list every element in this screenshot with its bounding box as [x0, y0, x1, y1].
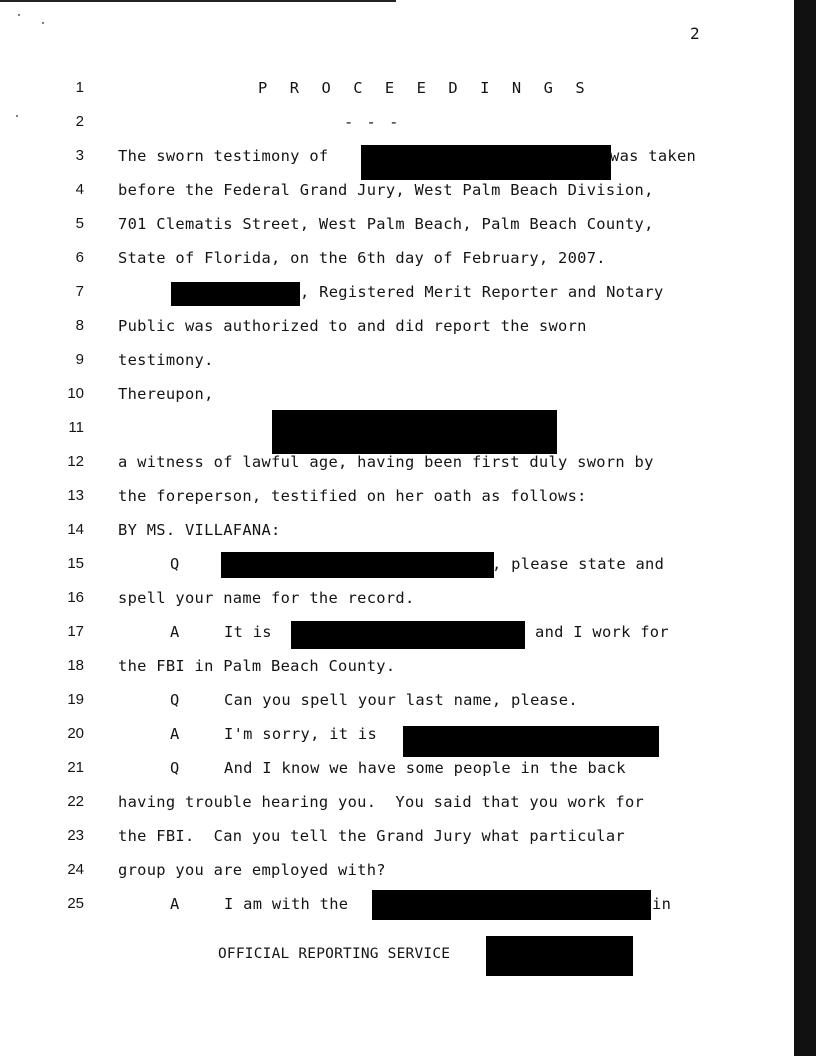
line-number: 17	[67, 623, 84, 640]
scan-speck	[18, 14, 20, 16]
proceedings-heading: P R O C E E D I N G S	[258, 79, 592, 97]
footer-reporting-service: OFFICIAL REPORTING SERVICE	[218, 946, 451, 962]
transcript-line: was taken	[610, 147, 697, 165]
line-number: 14	[67, 521, 84, 538]
line-number: 11	[68, 419, 84, 436]
transcript-line: State of Florida, on the 6th day of February, 2007.	[118, 249, 606, 267]
transcript-line: Public was authorized to and did report the sworn	[118, 317, 587, 335]
scan-speck	[16, 115, 18, 117]
transcript-line: the foreperson, testified on her oath as follows:	[118, 487, 587, 505]
line-number: 13	[67, 487, 84, 504]
line-number: 7	[75, 283, 84, 300]
line-number: 3	[75, 147, 84, 164]
line-number: 5	[75, 215, 84, 232]
transcript-line: It is	[224, 623, 272, 641]
answer-marker: A	[170, 895, 180, 913]
transcript-line: , please state and	[492, 555, 665, 573]
redaction-block	[171, 282, 300, 306]
page-number: 2	[690, 24, 700, 43]
line-number: 1	[75, 79, 84, 96]
scan-top-edge	[0, 0, 396, 2]
transcript-line: the FBI. Can you tell the Grand Jury what particular	[118, 827, 625, 845]
line-number: 12	[67, 453, 84, 470]
redaction-block	[361, 145, 611, 180]
transcript-line: Can you spell your last name, please.	[224, 691, 578, 709]
transcript-line: a witness of lawful age, having been first duly sworn by	[118, 453, 654, 471]
line-number: 21	[67, 759, 84, 776]
transcript-line: I'm sorry, it is	[224, 725, 378, 743]
answer-marker: A	[170, 623, 180, 641]
line-number: 23	[67, 827, 84, 844]
redaction-block	[403, 726, 659, 757]
question-marker: Q	[170, 759, 180, 777]
line-number: 24	[67, 861, 84, 878]
transcript-line: spell your name for the record.	[118, 589, 415, 607]
transcript-line: group you are employed with?	[118, 861, 386, 879]
transcript-line: , Registered Merit Reporter and Notary	[300, 283, 664, 301]
transcript-line: And I know we have some people in the back	[224, 759, 626, 777]
line-number: 20	[67, 725, 84, 742]
separator-dashes: - - -	[344, 113, 401, 131]
transcript-line: having trouble hearing you. You said that you work for	[118, 793, 645, 811]
answer-marker: A	[170, 725, 180, 743]
line-number: 9	[75, 351, 84, 368]
redaction-block	[486, 936, 633, 976]
transcript-line: testimony.	[118, 351, 214, 369]
redaction-block	[372, 890, 651, 920]
line-number: 6	[75, 249, 84, 266]
transcript-line: and I work for	[535, 623, 669, 641]
transcript-line: The sworn testimony of	[118, 147, 329, 165]
transcript-line: 701 Clematis Street, West Palm Beach, Palm Beach County,	[118, 215, 654, 233]
transcript-line: the FBI in Palm Beach County.	[118, 657, 396, 675]
scan-right-edge	[794, 0, 816, 1056]
line-number: 25	[67, 895, 84, 912]
scan-speck	[42, 22, 44, 24]
question-marker: Q	[170, 555, 180, 573]
redaction-block	[272, 410, 557, 454]
redaction-block	[221, 552, 494, 578]
redaction-block	[291, 621, 525, 649]
line-number: 18	[67, 657, 84, 674]
line-number: 4	[75, 181, 84, 198]
examiner-line: BY MS. VILLAFANA:	[118, 521, 281, 539]
line-number: 22	[67, 793, 84, 810]
line-number: 10	[67, 385, 84, 402]
line-number: 2	[75, 113, 84, 130]
line-number: 19	[67, 691, 84, 708]
transcript-line: before the Federal Grand Jury, West Palm Beach Division,	[118, 181, 654, 199]
line-number: 15	[67, 555, 84, 572]
transcript-line: I am with the	[224, 895, 349, 913]
transcript-line: Thereupon,	[118, 385, 214, 403]
line-number: 8	[75, 317, 84, 334]
question-marker: Q	[170, 691, 180, 709]
line-number: 16	[67, 589, 84, 606]
transcript-line: in	[652, 895, 672, 913]
